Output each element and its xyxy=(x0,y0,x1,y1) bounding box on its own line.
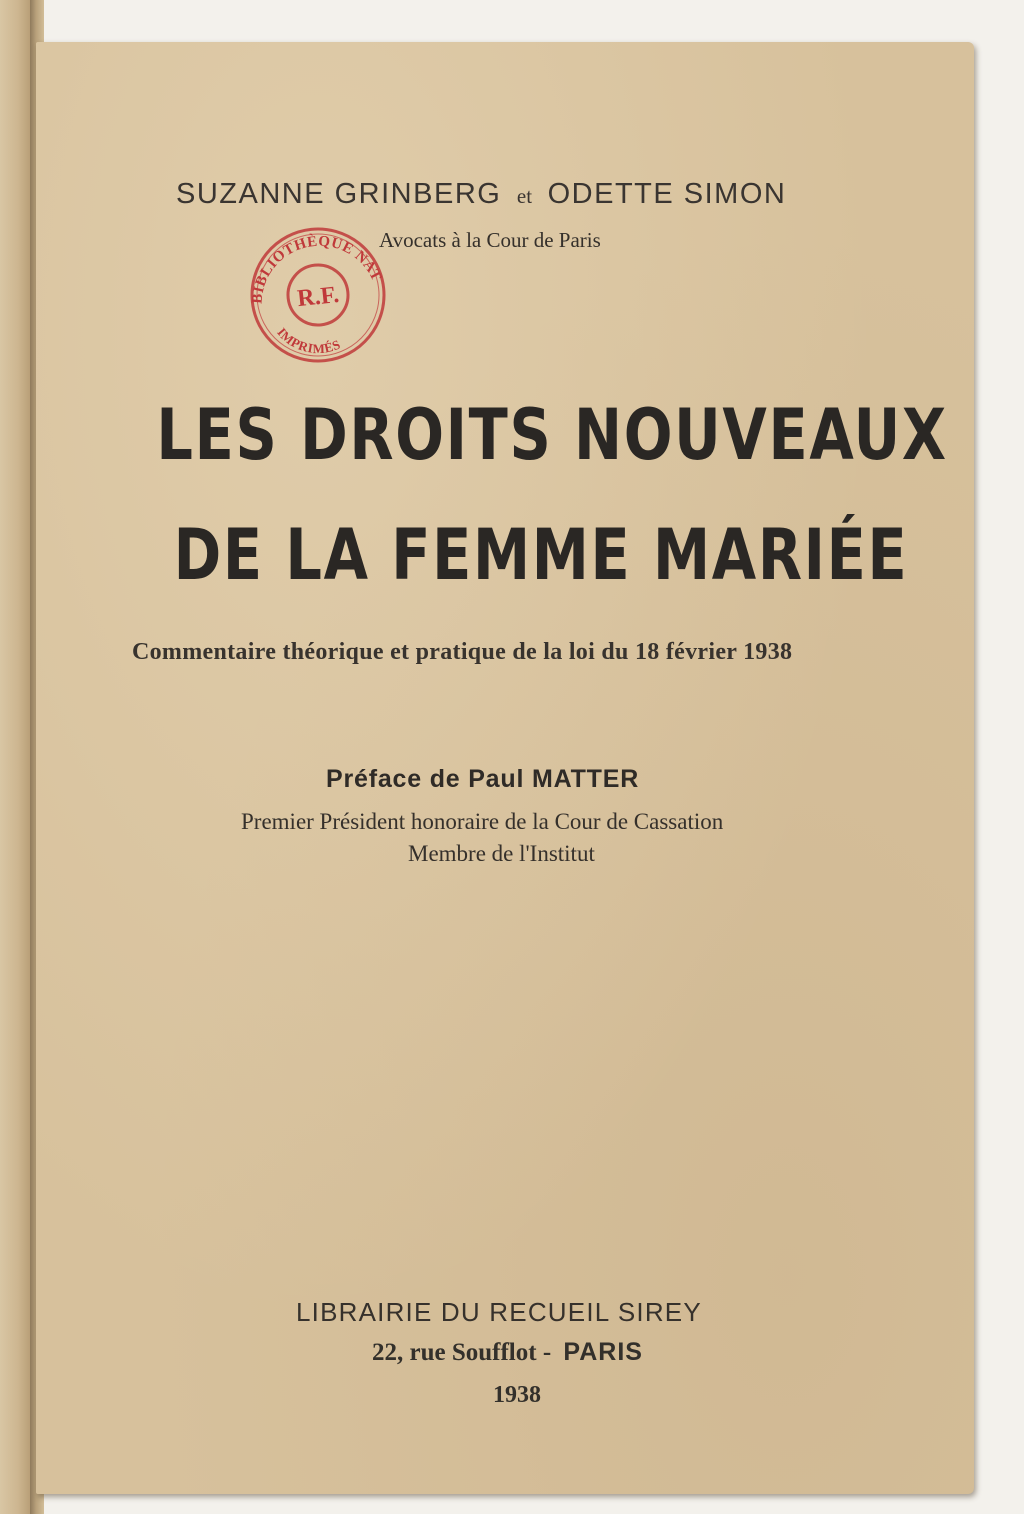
publication-year: 1938 xyxy=(493,1382,541,1408)
left-page-edge xyxy=(0,0,30,1514)
author-1: SUZANNE GRINBERG xyxy=(176,178,502,210)
stamp-bottom-text: IMPRIMÉS xyxy=(274,324,343,357)
street-address: 22, rue Soufflot - xyxy=(372,1339,552,1366)
title-page xyxy=(36,42,974,1494)
author-role: Avocats à la Cour de Paris xyxy=(379,228,601,252)
publisher-address xyxy=(372,1338,643,1367)
author-2: ODETTE SIMON xyxy=(547,178,787,210)
library-stamp xyxy=(233,220,403,370)
authors-conjunction: et xyxy=(516,184,533,208)
preface-author-role-2: Membre de l'Institut xyxy=(408,841,595,866)
preface-line: Préface de Paul MATTER xyxy=(326,765,640,793)
subtitle: Commentaire théorique et pratique de la loi du 18 février 1938 xyxy=(132,639,793,665)
stamp-outer-text: BIBLIOTHÈQUE NATIONALE xyxy=(249,233,385,305)
preface-author-role-1: Premier Président honoraire de la Cour de Cassation xyxy=(241,809,724,834)
title-line-2: DE LA FEMME MARIÉE xyxy=(173,514,909,596)
city: PARIS xyxy=(563,1338,643,1366)
stamp-center-text: R.F. xyxy=(296,281,341,313)
title-line-1: LES DROITS NOUVEAUX xyxy=(156,394,948,476)
authors-line xyxy=(176,178,786,211)
publisher: LIBRAIRIE DU RECUEIL SIREY xyxy=(296,1297,702,1327)
